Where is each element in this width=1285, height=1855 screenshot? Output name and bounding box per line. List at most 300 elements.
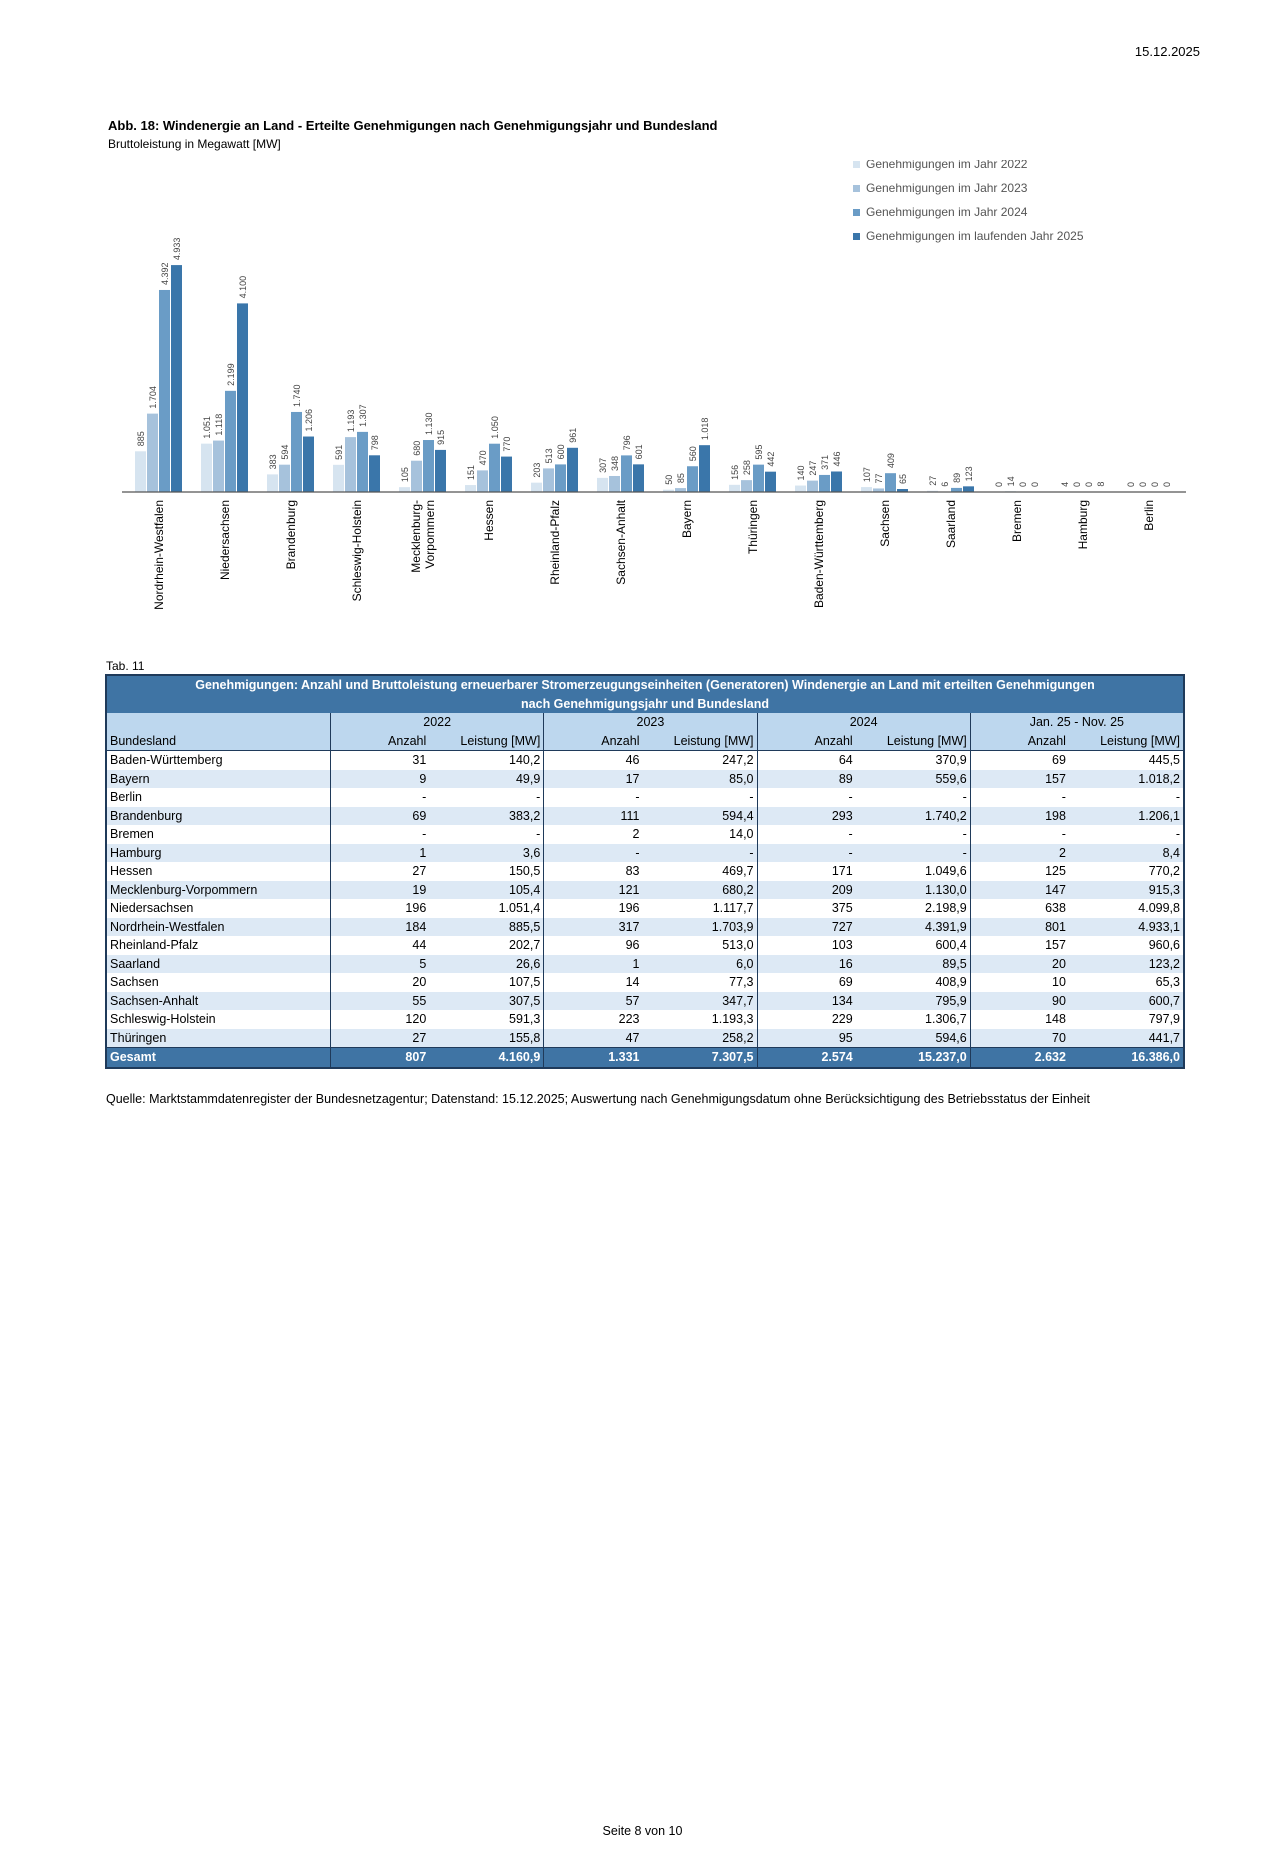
chart-bar	[609, 476, 620, 492]
table-title-line1: Genehmigungen: Anzahl und Bruttoleistung erneuerbarer Stromerzeugungseinheiten (Generatoren) Windenergie an Land mit erteilten Genehmigungen	[106, 675, 1184, 695]
cell-count: 10	[970, 973, 1069, 992]
legend-label: Genehmigungen im laufenden Jahr 2025	[866, 229, 1084, 243]
category-label: Rheinland-Pfalz	[548, 500, 562, 585]
cell-count: 317	[544, 918, 643, 937]
bar-value-label: 371	[820, 454, 830, 470]
cell-count: 2	[970, 844, 1069, 863]
cell-count: 125	[970, 862, 1069, 881]
chart-bar	[477, 470, 488, 492]
category-label: Schleswig-Holstein	[350, 500, 364, 602]
cell-count: 147	[970, 881, 1069, 900]
cell-power: 1.018,2	[1069, 770, 1184, 789]
cell-count: 157	[970, 770, 1069, 789]
cell-count: 1	[331, 844, 430, 863]
table-row	[106, 936, 1184, 955]
table-row	[106, 955, 1184, 974]
bar-value-label: 4.100	[238, 275, 248, 299]
cell-power: 155,8	[429, 1029, 544, 1048]
table-row	[106, 825, 1184, 844]
bar-value-label: 203	[532, 462, 542, 478]
cell-power: 770,2	[1069, 862, 1184, 881]
bar-value-label: 2.199	[226, 363, 236, 386]
cell-count: -	[757, 788, 856, 807]
bar-chart	[108, 160, 1198, 630]
category-label: Mecklenburg-	[409, 500, 423, 573]
bar-value-label: 601	[634, 444, 644, 460]
cell-count: 5	[331, 955, 430, 974]
cell-power: 680,2	[643, 881, 758, 900]
legend-swatch	[853, 161, 860, 168]
table-row	[106, 788, 1184, 807]
chart-bar	[489, 444, 500, 492]
cell-power: 600,7	[1069, 992, 1184, 1011]
legend-label: Genehmigungen im Jahr 2024	[866, 205, 1028, 219]
legend-swatch	[853, 233, 860, 240]
bar-value-label: 77	[874, 473, 884, 484]
chart-bar	[687, 466, 698, 492]
category-label: Bremen	[1010, 500, 1024, 543]
bar-value-label: 1.307	[358, 404, 368, 427]
cell-count: 198	[970, 807, 1069, 826]
total-cell: 807	[331, 1048, 430, 1068]
cell-power: -	[429, 788, 544, 807]
legend-label: Genehmigungen im Jahr 2023	[866, 181, 1028, 195]
cell-count: 16	[757, 955, 856, 974]
col-header-power: Leistung [MW]	[1069, 732, 1184, 751]
cell-power: 885,5	[429, 918, 544, 937]
cell-power: 4.099,8	[1069, 899, 1184, 918]
cell-count: 229	[757, 1010, 856, 1029]
chart-bar	[237, 303, 248, 492]
cell-count: 69	[757, 973, 856, 992]
cell-power: -	[643, 788, 758, 807]
legend-swatch	[853, 209, 860, 216]
chart-bar	[411, 461, 422, 492]
category-label: Saarland	[944, 500, 958, 549]
bar-value-label: 4.392	[160, 262, 170, 285]
cell-count: 209	[757, 881, 856, 900]
bar-value-label: 442	[766, 451, 776, 467]
table-row	[106, 899, 1184, 918]
bar-value-label: 470	[478, 450, 488, 466]
period-header: Jan. 25 - Nov. 25	[970, 713, 1184, 732]
col-header-power: Leistung [MW]	[429, 732, 544, 751]
cell-count: 14	[544, 973, 643, 992]
chart-bar	[861, 487, 872, 492]
cell-power: -	[1069, 825, 1184, 844]
cell-power: 26,6	[429, 955, 544, 974]
period-header: 2024	[757, 713, 970, 732]
bar-value-label: 383	[268, 454, 278, 470]
cell-count: -	[331, 788, 430, 807]
cell-power: 408,9	[856, 973, 971, 992]
page-number: Seite 8 von 10	[602, 1824, 683, 1838]
bar-value-label: 348	[610, 455, 620, 471]
cell-count: 1	[544, 955, 643, 974]
bar-value-label: 961	[568, 427, 578, 443]
bar-value-label: 1.118	[214, 413, 224, 436]
cell-region: Hamburg	[106, 844, 331, 863]
chart-bar	[951, 488, 962, 492]
cell-power: 1.740,2	[856, 807, 971, 826]
chart-bar	[633, 464, 644, 492]
col-header-power: Leistung [MW]	[856, 732, 971, 751]
chart-bar	[741, 480, 752, 492]
category-label: Bayern	[680, 500, 694, 539]
cell-count: 64	[757, 751, 856, 770]
bar-value-label: 594	[280, 444, 290, 460]
bar-value-label: 798	[370, 435, 380, 451]
cell-power: 105,4	[429, 881, 544, 900]
total-cell: 1.331	[544, 1048, 643, 1068]
chart-bar	[831, 471, 842, 492]
cell-power: 513,0	[643, 936, 758, 955]
chart-bar	[399, 487, 410, 492]
category-label: Nordrhein-Westfalen	[152, 500, 166, 610]
report-date: 15.12.2025	[1134, 44, 1200, 59]
bar-value-label: 0	[1084, 481, 1094, 487]
bar-value-label: 4.933	[172, 237, 182, 261]
cell-count: 148	[970, 1010, 1069, 1029]
bar-value-label: 1.740	[292, 384, 302, 407]
cell-power: -	[1069, 788, 1184, 807]
col-header-count: Anzahl	[544, 732, 643, 751]
bar-value-label: 14	[1006, 476, 1016, 487]
bar-value-label: 27	[928, 475, 938, 486]
bar-value-label: 513	[544, 448, 554, 464]
cell-region: Rheinland-Pfalz	[106, 936, 331, 955]
figure-title: Abb. 18: Windenergie an Land - Erteilte Genehmigungen nach Genehmigungsjahr und Bundesland	[108, 118, 718, 133]
table-row	[106, 862, 1184, 881]
chart-bar	[597, 478, 608, 492]
cell-count: 20	[331, 973, 430, 992]
cell-count: 9	[331, 770, 430, 789]
category-label: Sachsen-Anhalt	[614, 500, 628, 585]
cell-power: 49,9	[429, 770, 544, 789]
chart-bar	[501, 457, 512, 492]
table-row	[106, 844, 1184, 863]
chart-bar	[291, 412, 302, 492]
cell-power: 591,3	[429, 1010, 544, 1029]
cell-power: 1.117,7	[643, 899, 758, 918]
table-row	[106, 1010, 1184, 1029]
bar-value-label: 65	[898, 473, 908, 485]
chart-bar	[543, 468, 554, 492]
chart-bar	[795, 486, 806, 492]
bar-value-label: 0	[1126, 481, 1136, 487]
chart-bar	[279, 465, 290, 492]
bar-value-label: 0	[1138, 481, 1148, 487]
col-header-count: Anzahl	[757, 732, 856, 751]
bar-value-label: 770	[502, 436, 512, 452]
cell-power: 1.306,7	[856, 1010, 971, 1029]
cell-count: 17	[544, 770, 643, 789]
cell-count: 27	[331, 1029, 430, 1048]
col-header-count: Anzahl	[970, 732, 1069, 751]
cell-count: 69	[970, 751, 1069, 770]
cell-power: 1.703,9	[643, 918, 758, 937]
chart-bar	[885, 473, 896, 492]
cell-region: Berlin	[106, 788, 331, 807]
cell-region: Hessen	[106, 862, 331, 881]
category-label: Niedersachsen	[218, 500, 232, 581]
cell-power: 370,9	[856, 751, 971, 770]
cell-power: 1.193,3	[643, 1010, 758, 1029]
chart-bar	[225, 391, 236, 492]
bar-value-label: 6	[940, 481, 950, 487]
cell-power: 123,2	[1069, 955, 1184, 974]
bar-value-label: 0	[1018, 481, 1028, 487]
cell-count: -	[544, 844, 643, 863]
cell-region: Sachsen-Anhalt	[106, 992, 331, 1011]
chart-bar	[135, 451, 146, 492]
bar-value-label: 258	[742, 460, 752, 476]
cell-power: 202,7	[429, 936, 544, 955]
bar-value-label: 1.130	[424, 412, 434, 436]
chart-bar	[807, 481, 818, 492]
table-row	[106, 751, 1184, 770]
bar-value-label: 1.051	[202, 416, 212, 439]
chart-bar	[435, 450, 446, 492]
category-label: Hessen	[482, 500, 496, 541]
chart-bar	[213, 441, 224, 492]
cell-count: 70	[970, 1029, 1069, 1048]
cell-power: 150,5	[429, 862, 544, 881]
cell-count: 171	[757, 862, 856, 881]
cell-power: 594,6	[856, 1029, 971, 1048]
cell-power: 4.933,1	[1069, 918, 1184, 937]
cell-count: 95	[757, 1029, 856, 1048]
cell-count: -	[544, 788, 643, 807]
chart-bar	[567, 448, 578, 492]
bar-value-label: 0	[1150, 481, 1160, 487]
table-row	[106, 973, 1184, 992]
cell-power: 8,4	[1069, 844, 1184, 863]
cell-count: 157	[970, 936, 1069, 955]
cell-count: 89	[757, 770, 856, 789]
bar-value-label: 796	[622, 435, 632, 451]
cell-power: 797,9	[1069, 1010, 1184, 1029]
total-cell: 2.632	[970, 1048, 1069, 1068]
cell-count: 196	[331, 899, 430, 918]
cell-region: Mecklenburg-Vorpommern	[106, 881, 331, 900]
table-row	[106, 1029, 1184, 1048]
cell-power: 469,7	[643, 862, 758, 881]
chart-bar	[171, 265, 182, 492]
bar-value-label: 123	[964, 466, 974, 482]
cell-power: 65,3	[1069, 973, 1184, 992]
cell-power: 347,7	[643, 992, 758, 1011]
bar-value-label: 409	[886, 453, 896, 469]
cell-power: 77,3	[643, 973, 758, 992]
cell-count: 83	[544, 862, 643, 881]
cell-count: -	[970, 788, 1069, 807]
cell-power: 915,3	[1069, 881, 1184, 900]
bar-value-label: 89	[952, 472, 962, 483]
cell-power: 600,4	[856, 936, 971, 955]
period-header: 2023	[544, 713, 757, 732]
chart-bar	[729, 485, 740, 492]
cell-region: Brandenburg	[106, 807, 331, 826]
bar-value-label: 0	[1072, 481, 1082, 487]
bar-value-label: 680	[412, 440, 422, 456]
cell-count: 90	[970, 992, 1069, 1011]
cell-count: 121	[544, 881, 643, 900]
cell-power: 307,5	[429, 992, 544, 1011]
col-header-power: Leistung [MW]	[643, 732, 758, 751]
cell-power: 85,0	[643, 770, 758, 789]
bar-value-label: 307	[598, 457, 608, 473]
cell-count: 223	[544, 1010, 643, 1029]
bar-value-label: 140	[796, 465, 806, 481]
total-cell: 7.307,5	[643, 1048, 758, 1068]
cell-power: 89,5	[856, 955, 971, 974]
category-label: Vorpommern	[423, 500, 437, 569]
total-cell: 2.574	[757, 1048, 856, 1068]
chart-bar	[357, 432, 368, 492]
total-cell: 16.386,0	[1069, 1048, 1184, 1068]
cell-power: 1.206,1	[1069, 807, 1184, 826]
chart-bar	[333, 465, 344, 492]
cell-count: 57	[544, 992, 643, 1011]
cell-power: 445,5	[1069, 751, 1184, 770]
chart-bar	[423, 440, 434, 492]
category-label: Thüringen	[746, 500, 760, 555]
bar-value-label: 560	[688, 446, 698, 462]
cell-count: 134	[757, 992, 856, 1011]
cell-count: -	[757, 825, 856, 844]
cell-count: 638	[970, 899, 1069, 918]
cell-power: 258,2	[643, 1029, 758, 1048]
bar-value-label: 0	[1030, 481, 1040, 487]
cell-region: Saarland	[106, 955, 331, 974]
bar-value-label: 247	[808, 460, 818, 476]
bar-value-label: 85	[676, 473, 686, 484]
cell-region: Bremen	[106, 825, 331, 844]
cell-power: 2.198,9	[856, 899, 971, 918]
category-label: Baden-Württemberg	[812, 500, 826, 609]
cell-region: Thüringen	[106, 1029, 331, 1048]
legend-swatch	[853, 185, 860, 192]
category-label: Brandenburg	[284, 500, 298, 570]
cell-power: -	[856, 825, 971, 844]
cell-power: 383,2	[429, 807, 544, 826]
chart-bar	[147, 414, 158, 492]
cell-power: 441,7	[1069, 1029, 1184, 1048]
cell-count: -	[757, 844, 856, 863]
source-note: Quelle: Marktstammdatenregister der Bundesnetzagentur; Datenstand: 15.12.2025; Auswertung nach Genehmigungsdatum ohne Berücksichtigung des Betriebsstatus der Einheit	[106, 1092, 1090, 1106]
chart-bar	[963, 486, 974, 492]
cell-power: 795,9	[856, 992, 971, 1011]
category-label: Sachsen	[878, 500, 892, 547]
cell-count: 375	[757, 899, 856, 918]
cell-power: -	[429, 825, 544, 844]
bar-value-label: 0	[994, 481, 1004, 487]
chart-bar	[555, 464, 566, 492]
cell-count: 55	[331, 992, 430, 1011]
cell-count: 120	[331, 1010, 430, 1029]
cell-region: Schleswig-Holstein	[106, 1010, 331, 1029]
bar-value-label: 151	[466, 465, 476, 481]
table-title-line2: nach Genehmigungsjahr und Bundesland	[106, 695, 1184, 714]
bar-value-label: 600	[556, 444, 566, 460]
period-header: 2022	[331, 713, 544, 732]
cell-count: 31	[331, 751, 430, 770]
category-label: Berlin	[1142, 500, 1156, 531]
cell-power: -	[856, 788, 971, 807]
cell-count: 69	[331, 807, 430, 826]
table-label: Tab. 11	[106, 659, 145, 673]
col-header-count: Anzahl	[331, 732, 430, 751]
bar-value-label: 595	[754, 444, 764, 460]
cell-region: Sachsen	[106, 973, 331, 992]
total-label: Gesamt	[106, 1048, 331, 1068]
cell-count: 727	[757, 918, 856, 937]
cell-power: -	[856, 844, 971, 863]
cell-count: 184	[331, 918, 430, 937]
cell-count: 111	[544, 807, 643, 826]
bar-value-label: 1.193	[346, 409, 356, 433]
cell-count: 44	[331, 936, 430, 955]
table-row	[106, 918, 1184, 937]
bar-value-label: 1.206	[304, 408, 314, 432]
cell-region: Nordrhein-Westfalen	[106, 918, 331, 937]
cell-region: Bayern	[106, 770, 331, 789]
cell-count: 103	[757, 936, 856, 955]
chart-bar	[765, 472, 776, 492]
cell-power: 247,2	[643, 751, 758, 770]
bar-value-label: 105	[400, 467, 410, 483]
cell-power: 14,0	[643, 825, 758, 844]
table-row	[106, 881, 1184, 900]
legend-label: Genehmigungen im Jahr 2022	[866, 160, 1028, 171]
total-cell: 15.237,0	[856, 1048, 971, 1068]
total-cell: 4.160,9	[429, 1048, 544, 1068]
cell-region: Niedersachsen	[106, 899, 331, 918]
cell-count: 46	[544, 751, 643, 770]
bar-value-label: 885	[136, 431, 146, 447]
cell-count: 27	[331, 862, 430, 881]
cell-power: 1.051,4	[429, 899, 544, 918]
cell-power: 3,6	[429, 844, 544, 863]
cell-count: 196	[544, 899, 643, 918]
cell-power: 4.391,9	[856, 918, 971, 937]
bar-value-label: 107	[862, 467, 872, 483]
cell-count: -	[331, 825, 430, 844]
chart-bar	[303, 437, 314, 492]
chart-bar	[201, 444, 212, 492]
chart-bar	[621, 455, 632, 492]
bar-value-label: 8	[1096, 481, 1106, 487]
bar-value-label: 50	[664, 474, 674, 485]
cell-count: 20	[970, 955, 1069, 974]
cell-count: 2	[544, 825, 643, 844]
bar-value-label: 1.050	[490, 416, 500, 439]
bar-value-label: 4	[1060, 481, 1070, 487]
bar-value-label: 0	[1162, 481, 1172, 487]
table-row	[106, 807, 1184, 826]
cell-power: 559,6	[856, 770, 971, 789]
bar-value-label: 591	[334, 444, 344, 460]
chart-bar	[753, 465, 764, 492]
cell-power: 1.130,0	[856, 881, 971, 900]
cell-power: 107,5	[429, 973, 544, 992]
chart-bar	[159, 290, 170, 492]
table-row	[106, 992, 1184, 1011]
cell-count: 293	[757, 807, 856, 826]
cell-count: 96	[544, 936, 643, 955]
approvals-table	[105, 674, 1185, 1069]
